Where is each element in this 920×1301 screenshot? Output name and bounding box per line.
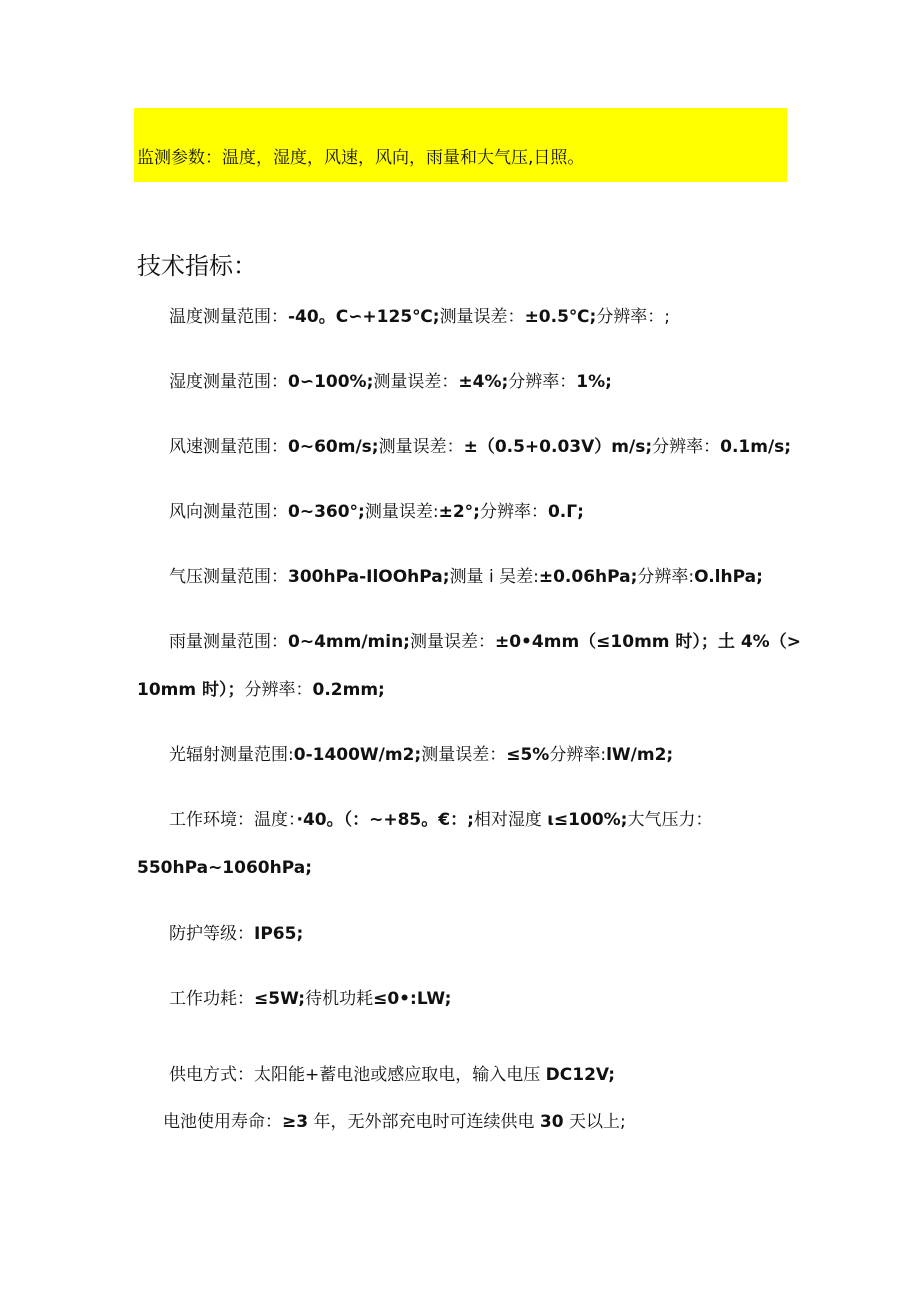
spec-error-label: 测量误差： xyxy=(373,372,459,392)
spec-resolution-value: 0.2mm; xyxy=(312,680,385,700)
spec-years-text: 年，无外部充电时可连续供电 xyxy=(308,1112,540,1132)
spec-resolution-label: 分辨率: xyxy=(549,745,607,765)
spec-error-value: ≤5% xyxy=(506,745,550,765)
spec-value: 300hPa-IlOOhPa; xyxy=(288,567,450,587)
spec-error-value-cont: 10mm 时）； xyxy=(137,680,245,700)
spec-value: IP65; xyxy=(254,924,304,944)
spec-resolution-value: 0.1m/s; xyxy=(720,437,792,457)
spec-error-label: 测量误差： xyxy=(409,632,495,652)
spec-value: ·40。（：~+85。€：; xyxy=(296,810,474,830)
spec-error-label: 测量误差： xyxy=(421,745,507,765)
highlight-band xyxy=(134,108,787,182)
spec-resolution-value: lW/m2; xyxy=(606,745,674,765)
spec-pressure-value: 550hPa~1060hPa; xyxy=(137,858,312,878)
spec-pressure-label: 大气压力： xyxy=(627,810,713,830)
spec-protection xyxy=(169,922,303,946)
spec-power-supply xyxy=(169,1063,615,1087)
spec-standby-value: ≤0•:LW; xyxy=(373,989,452,1009)
monitoring-params: 监测参数：温度，湿度，风速，风向，雨量和大气压,日照。 xyxy=(137,148,585,168)
spec-resolution-label: 分辨率: xyxy=(637,567,695,587)
spec-environment xyxy=(169,808,712,832)
spec-label: 雨量测量范围： xyxy=(169,632,288,652)
spec-voltage-label: 输入电压 xyxy=(472,1065,546,1085)
spec-label: 工作环境：温度： xyxy=(169,810,297,830)
spec-wind-speed xyxy=(169,435,791,459)
spec-pressure xyxy=(169,565,763,589)
spec-temperature xyxy=(169,305,670,329)
spec-voltage-value: DC12V; xyxy=(545,1065,616,1085)
spec-plus: + xyxy=(305,1065,320,1085)
spec-standby-label: 待机功耗 xyxy=(305,989,374,1009)
spec-resolution-label: 分辨率： xyxy=(244,680,313,700)
section-title: 技术指标： xyxy=(137,252,257,280)
spec-label: 防护等级： xyxy=(169,924,254,944)
spec-error-label: 测量误差： xyxy=(378,437,464,457)
spec-error-value: ±0.06hPa; xyxy=(538,567,638,587)
spec-label: 风向测量范围： xyxy=(169,502,288,522)
spec-label: 供电方式：太阳能 xyxy=(169,1065,305,1085)
spec-resolution-value: 1%; xyxy=(576,372,612,392)
spec-humidity xyxy=(169,370,612,394)
spec-humidity-value: ι≤100%; xyxy=(547,810,628,830)
spec-error-label: 测量误差： xyxy=(439,307,525,327)
spec-label: 湿度测量范围： xyxy=(169,372,288,392)
spec-error-label: 测量误差: xyxy=(364,502,439,522)
spec-resolution-label: 分辨率： xyxy=(652,437,721,457)
spec-battery-life xyxy=(163,1110,626,1134)
spec-value: 0~4mm/min; xyxy=(288,632,410,652)
spec-power-consumption xyxy=(169,987,451,1011)
spec-rainfall-cont xyxy=(137,678,385,702)
spec-value: 0~60m/s; xyxy=(288,437,379,457)
spec-label: 电池使用寿命： xyxy=(163,1112,282,1132)
spec-value: 0∽100%; xyxy=(288,372,374,392)
spec-days-text: 天以上; xyxy=(563,1112,626,1132)
spec-resolution-label: 分辨率： xyxy=(508,372,577,392)
spec-resolution-label: 分辨率： xyxy=(479,502,548,522)
spec-environment-cont xyxy=(137,856,312,880)
spec-value: 0-1400W/m2; xyxy=(293,745,422,765)
spec-resolution-value: O.lhPa; xyxy=(694,567,763,587)
spec-label: 风速测量范围： xyxy=(169,437,288,457)
spec-value: -40。C∽+125℃; xyxy=(288,307,440,327)
spec-error-value: ±0•4mm（≤10mm 时）；土 4%（> xyxy=(494,632,801,652)
spec-wind-direction xyxy=(169,500,584,524)
spec-value: ≤5W; xyxy=(254,989,306,1009)
spec-days-value: 30 xyxy=(539,1112,564,1132)
spec-value: 0~360°; xyxy=(288,502,365,522)
spec-error-value: ±4%; xyxy=(458,372,509,392)
spec-error-value: ±（0.5+0.03V）m/s; xyxy=(463,437,653,457)
spec-error-label: 测量 i 吴差: xyxy=(449,567,539,587)
spec-resolution-label: 分辨率：; xyxy=(596,307,671,327)
spec-resolution-value: 0.Γ; xyxy=(547,502,584,522)
spec-label: 温度测量范围： xyxy=(169,307,288,327)
spec-error-value: ±0.5℃; xyxy=(524,307,597,327)
spec-radiation xyxy=(169,743,673,767)
spec-label: 工作功耗： xyxy=(169,989,254,1009)
spec-years-value: ≥3 xyxy=(282,1112,309,1132)
spec-supply-method: 蓄电池或感应取电， xyxy=(319,1065,473,1085)
spec-label: 气压测量范围： xyxy=(169,567,288,587)
spec-label: 光辐射测量范围: xyxy=(169,745,294,765)
spec-humidity-label: 相对湿度 xyxy=(473,810,548,830)
spec-error-value: ±2°; xyxy=(438,502,480,522)
spec-rainfall xyxy=(169,630,801,654)
